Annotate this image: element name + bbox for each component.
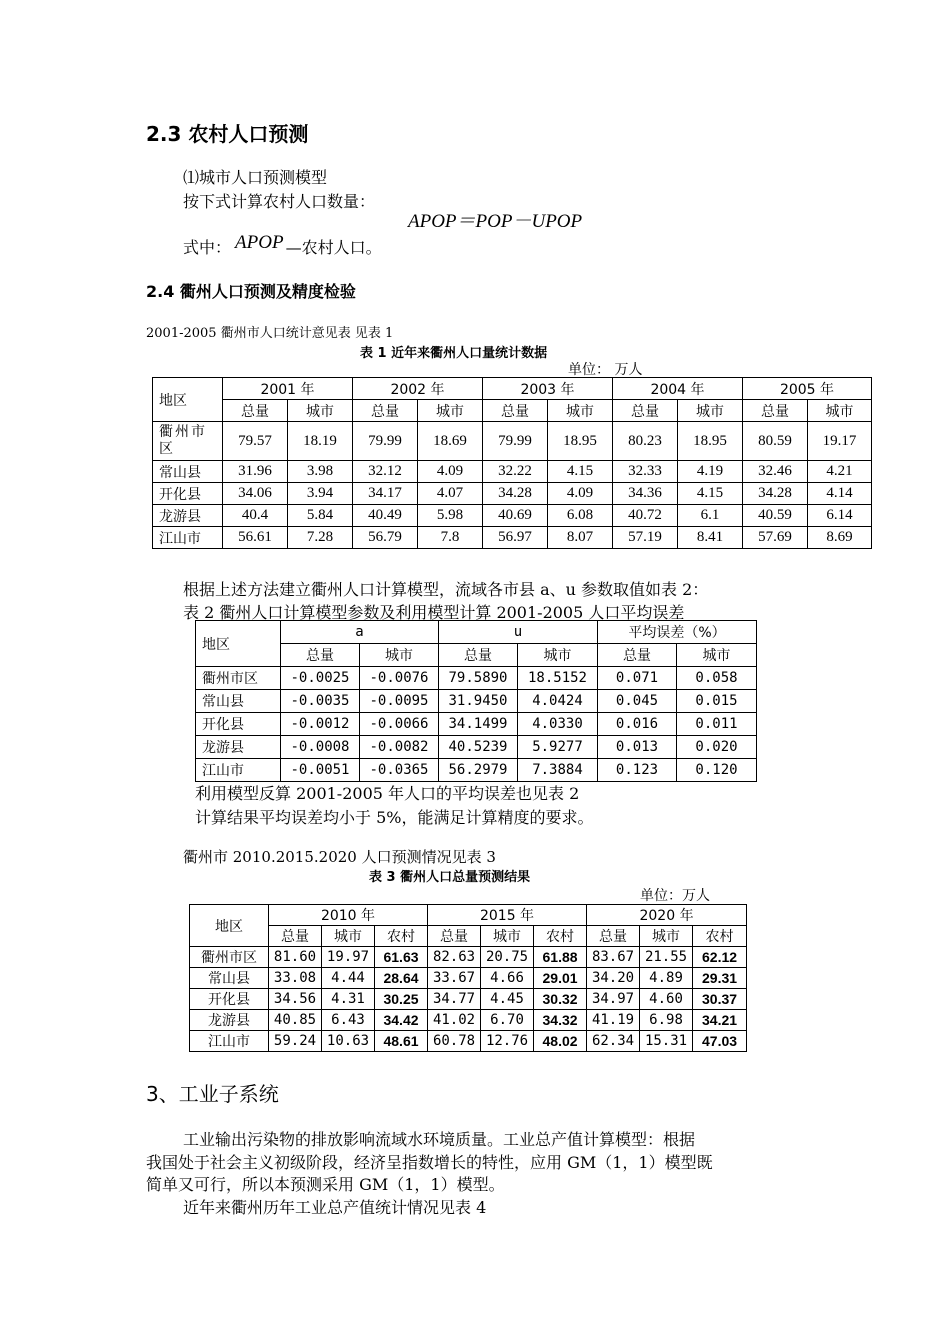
sub-header-total: 总量 [281,644,360,667]
table-cell: 81.60 [269,947,322,968]
table-cell: 48.61 [375,1031,428,1052]
table2-caption: 表 2 衢州人口计算模型参数及利用模型计算 2001-2005 人口平均误差 [183,603,685,622]
table-cell: 79.5890 [439,667,518,690]
sub-header-total: 总量 [223,400,288,422]
table-cell: 33.08 [269,968,322,989]
region-cell: 江山市 [196,759,281,782]
sub-header-total: 总量 [483,400,548,422]
table1-intro: 2001-2005 衢州市人口统计意见表 见表 1 [146,326,394,341]
table-cell: 29.01 [534,968,587,989]
table-cell: 34.1499 [439,713,518,736]
table-cell: 32.46 [743,461,808,483]
table1-caption: 表 1 近年来衢州人口量统计数据 [360,346,548,361]
sub-header-total: 总量 [598,644,677,667]
table-cell: 34.77 [428,989,481,1010]
table-row [190,1031,747,1052]
table-cell: 56.2979 [439,759,518,782]
table-cell: 29.31 [693,968,747,989]
table-cell: 4.89 [640,968,693,989]
table-cell: 4.15 [678,483,743,505]
table-row [190,947,747,968]
sub-header-city: 城市 [808,400,872,422]
table-cell: 33.67 [428,968,481,989]
table-cell: 6.14 [808,505,872,527]
table-row [196,690,757,713]
table-cell: 79.99 [353,422,418,461]
table-cell: 34.20 [587,968,640,989]
table-cell: 4.14 [808,483,872,505]
table-cell: 40.4 [223,505,288,527]
table-row [190,1010,747,1031]
table-cell: 0.045 [598,690,677,713]
table3 [189,904,747,1052]
table-cell: 40.49 [353,505,418,527]
sub-header-city: 城市 [481,926,534,947]
region-header: 地区 [153,378,223,422]
table-cell: 57.69 [743,527,808,549]
section-3-paragraph-line2: 我国处于社会主义初级阶段，经济呈指数增长的特性，应用 GM（1，1）模型既 [146,1153,713,1172]
table-cell: 10.63 [322,1031,375,1052]
table-cell: 0.020 [677,736,757,759]
section-3-paragraph-line1: 工业输出污染物的排放影响流域水环境质量。工业总产值计算模型：根据 [183,1130,696,1149]
table-cell: 19.97 [322,947,375,968]
table-cell: 20.75 [481,947,534,968]
table-cell: 56.79 [353,527,418,549]
section-3-heading: 3、工业子系统 [146,1082,279,1106]
table-cell: 4.09 [548,483,613,505]
table-cell: 40.85 [269,1010,322,1031]
table-cell: 34.28 [483,483,548,505]
table-row [153,461,872,483]
definition-prefix: 式中： [183,238,232,257]
table-cell: 31.96 [223,461,288,483]
table-cell: 41.19 [587,1010,640,1031]
param-u-header: u [439,621,598,644]
table-cell: 12.76 [481,1031,534,1052]
table-cell: 83.67 [587,947,640,968]
table-row [153,422,872,461]
region-cell: 江山市 [190,1031,269,1052]
sub-header-city: 城市 [678,400,743,422]
table-cell: 5.9277 [518,736,598,759]
region-cell: 常山县 [153,461,223,483]
table-cell: 4.15 [548,461,613,483]
region-cell: 开化县 [190,989,269,1010]
table-cell: -0.0035 [281,690,360,713]
table-cell: -0.0082 [360,736,439,759]
table-cell: 61.88 [534,947,587,968]
region-cell: 龙游县 [190,1010,269,1031]
table-cell: 34.06 [223,483,288,505]
table-cell: 59.24 [269,1031,322,1052]
sub-header-city: 城市 [360,644,439,667]
definition-suffix: —农村人口。 [285,238,382,257]
table-cell: -0.0076 [360,667,439,690]
table-cell: 4.0330 [518,713,598,736]
table-cell: 61.63 [375,947,428,968]
table-cell: 18.5152 [518,667,598,690]
table-row [196,759,757,782]
sub-header-total: 总量 [743,400,808,422]
table-cell: 6.98 [640,1010,693,1031]
table-cell: 62.34 [587,1031,640,1052]
table3-caption: 表 3 衢州人口总量预测结果 [369,870,531,885]
sub-header-total: 总量 [269,926,322,947]
year-header: 2015 年 [428,905,587,926]
table-cell: 30.37 [693,989,747,1010]
year-header: 2020 年 [587,905,747,926]
table-row [196,667,757,690]
table-cell: 40.5239 [439,736,518,759]
sub-header-city: 城市 [418,400,483,422]
table-cell: 4.31 [322,989,375,1010]
table-cell: 6.1 [678,505,743,527]
table-cell: -0.0025 [281,667,360,690]
table-cell: 0.058 [677,667,757,690]
sub-header-total: 总量 [587,926,640,947]
table-cell: -0.0008 [281,736,360,759]
section-2-4-heading: 2.4 衢州人口预测及精度检验 [146,282,356,301]
table-cell: 62.12 [693,947,747,968]
table-cell: 8.41 [678,527,743,549]
table-cell: 40.69 [483,505,548,527]
formula: APOP＝POP－UPOP [408,211,583,232]
table-cell: -0.0365 [360,759,439,782]
table-row [196,736,757,759]
sub-header-city: 城市 [548,400,613,422]
region-cell: 开化县 [196,713,281,736]
region-cell: 衢州市区 [190,947,269,968]
sub-header-city: 城市 [640,926,693,947]
table-cell: 8.07 [548,527,613,549]
table-row [196,713,757,736]
table2-note-2: 计算结果平均误差均小于 5%，能满足计算精度的要求。 [195,808,594,827]
subsection-label: ⑴城市人口预测模型 [183,168,328,187]
table-cell: -0.0012 [281,713,360,736]
sub-header-city: 城市 [677,644,757,667]
table-cell: 31.9450 [439,690,518,713]
table-cell: 82.63 [428,947,481,968]
table-cell: 4.60 [640,989,693,1010]
table-cell: 4.44 [322,968,375,989]
table-cell: 41.02 [428,1010,481,1031]
table-cell: 0.123 [598,759,677,782]
table-cell: 6.08 [548,505,613,527]
table-cell: 5.84 [288,505,353,527]
region-header: 地区 [190,905,269,947]
table-cell: 32.33 [613,461,678,483]
table-cell: -0.0095 [360,690,439,713]
table-cell: 60.78 [428,1031,481,1052]
table-cell: 7.8 [418,527,483,549]
table-cell: 3.98 [288,461,353,483]
region-cell: 江山市 [153,527,223,549]
table1 [152,377,872,549]
table-cell: 79.57 [223,422,288,461]
region-header: 地区 [196,621,281,667]
region-cell: 开化县 [153,483,223,505]
instruction-line: 按下式计算农村人口数量： [183,192,376,211]
table-cell: 0.120 [677,759,757,782]
table-cell: 57.19 [613,527,678,549]
table-cell: 4.0424 [518,690,598,713]
table-cell: 18.69 [418,422,483,461]
region-cell: 衢州市区 [196,667,281,690]
section-3-paragraph-line4: 近年来衢州历年工业总产值统计情况见表 4 [183,1198,487,1217]
table-row [190,968,747,989]
table-cell: 0.011 [677,713,757,736]
table-cell: 32.22 [483,461,548,483]
sub-header-rural: 农村 [693,926,747,947]
table-cell: 28.64 [375,968,428,989]
year-header: 2002 年 [353,378,483,400]
table-cell: 56.97 [483,527,548,549]
table-cell: 18.95 [548,422,613,461]
table-cell: 21.55 [640,947,693,968]
year-header: 2005 年 [743,378,872,400]
table2-note-1: 利用模型反算 2001-2005 年人口的平均误差也见表 2 [195,784,580,803]
table-cell: 15.31 [640,1031,693,1052]
table-cell: 34.28 [743,483,808,505]
region-cell: 常山县 [190,968,269,989]
table-cell: 34.42 [375,1010,428,1031]
sub-header-total: 总量 [353,400,418,422]
table-cell: 34.56 [269,989,322,1010]
param-a-header: a [281,621,439,644]
sub-header-city: 城市 [288,400,353,422]
table-cell: 4.21 [808,461,872,483]
table-cell: 7.28 [288,527,353,549]
sub-header-rural: 农村 [375,926,428,947]
table1-unit: 单位： 万人 [568,362,643,378]
table-cell: 4.19 [678,461,743,483]
table-cell: 34.21 [693,1010,747,1031]
table-cell: -0.0051 [281,759,360,782]
sub-header-total: 总量 [428,926,481,947]
year-header: 2003 年 [483,378,613,400]
table-row [153,527,872,549]
table-cell: 4.66 [481,968,534,989]
sub-header-total: 总量 [613,400,678,422]
table-cell: 4.07 [418,483,483,505]
table-cell: 47.03 [693,1031,747,1052]
table-row [153,505,872,527]
year-header: 2004 年 [613,378,743,400]
table-cell: 19.17 [808,422,872,461]
table-cell: 79.99 [483,422,548,461]
region-cell: 龙游县 [196,736,281,759]
table-cell: 34.97 [587,989,640,1010]
sub-header-rural: 农村 [534,926,587,947]
table-cell: 34.36 [613,483,678,505]
region-cell: 龙游县 [153,505,223,527]
formula-definition [183,232,382,259]
table-cell: 30.32 [534,989,587,1010]
table-cell: 8.69 [808,527,872,549]
table2-paragraph: 根据上述方法建立衢州人口计算模型，流域各市县 a、u 参数取值如表 2： [183,580,709,599]
table-cell: 48.02 [534,1031,587,1052]
table-cell: 5.98 [418,505,483,527]
table-cell: 4.45 [481,989,534,1010]
year-header: 2010 年 [269,905,428,926]
table-cell: 40.72 [613,505,678,527]
table-cell: 18.19 [288,422,353,461]
table-cell: 6.43 [322,1010,375,1031]
table-cell: 0.016 [598,713,677,736]
table3-unit: 单位：万人 [640,888,710,904]
table-cell: 56.61 [223,527,288,549]
table-cell: 0.071 [598,667,677,690]
table2 [195,620,757,782]
year-header: 2001 年 [223,378,353,400]
table-cell: 32.12 [353,461,418,483]
region-cell: 衢州市区 [153,422,223,461]
table-cell: -0.0066 [360,713,439,736]
sub-header-city: 城市 [518,644,598,667]
section-2-3-heading: 2.3 农村人口预测 [146,122,309,146]
table-cell: 34.32 [534,1010,587,1031]
table-cell: 4.09 [418,461,483,483]
table-cell: 0.013 [598,736,677,759]
table-cell: 80.59 [743,422,808,461]
sub-header-city: 城市 [322,926,375,947]
table-cell: 7.3884 [518,759,598,782]
table3-intro: 衢州市 2010.2015.2020 人口预测情况见表 3 [183,848,496,866]
table-cell: 18.95 [678,422,743,461]
table-row [153,483,872,505]
avg-error-header: 平均误差（%） [598,621,757,644]
table-cell: 0.015 [677,690,757,713]
region-cell: 常山县 [196,690,281,713]
table-cell: 3.94 [288,483,353,505]
section-3-paragraph-line3: 简单又可行，所以本预测采用 GM（1，1）模型。 [146,1175,505,1194]
table-cell: 34.17 [353,483,418,505]
definition-variable: APOP [235,232,284,253]
table-cell: 80.23 [613,422,678,461]
sub-header-total: 总量 [439,644,518,667]
table-cell: 40.59 [743,505,808,527]
table-cell: 30.25 [375,989,428,1010]
table-row [190,989,747,1010]
table-cell: 6.70 [481,1010,534,1031]
